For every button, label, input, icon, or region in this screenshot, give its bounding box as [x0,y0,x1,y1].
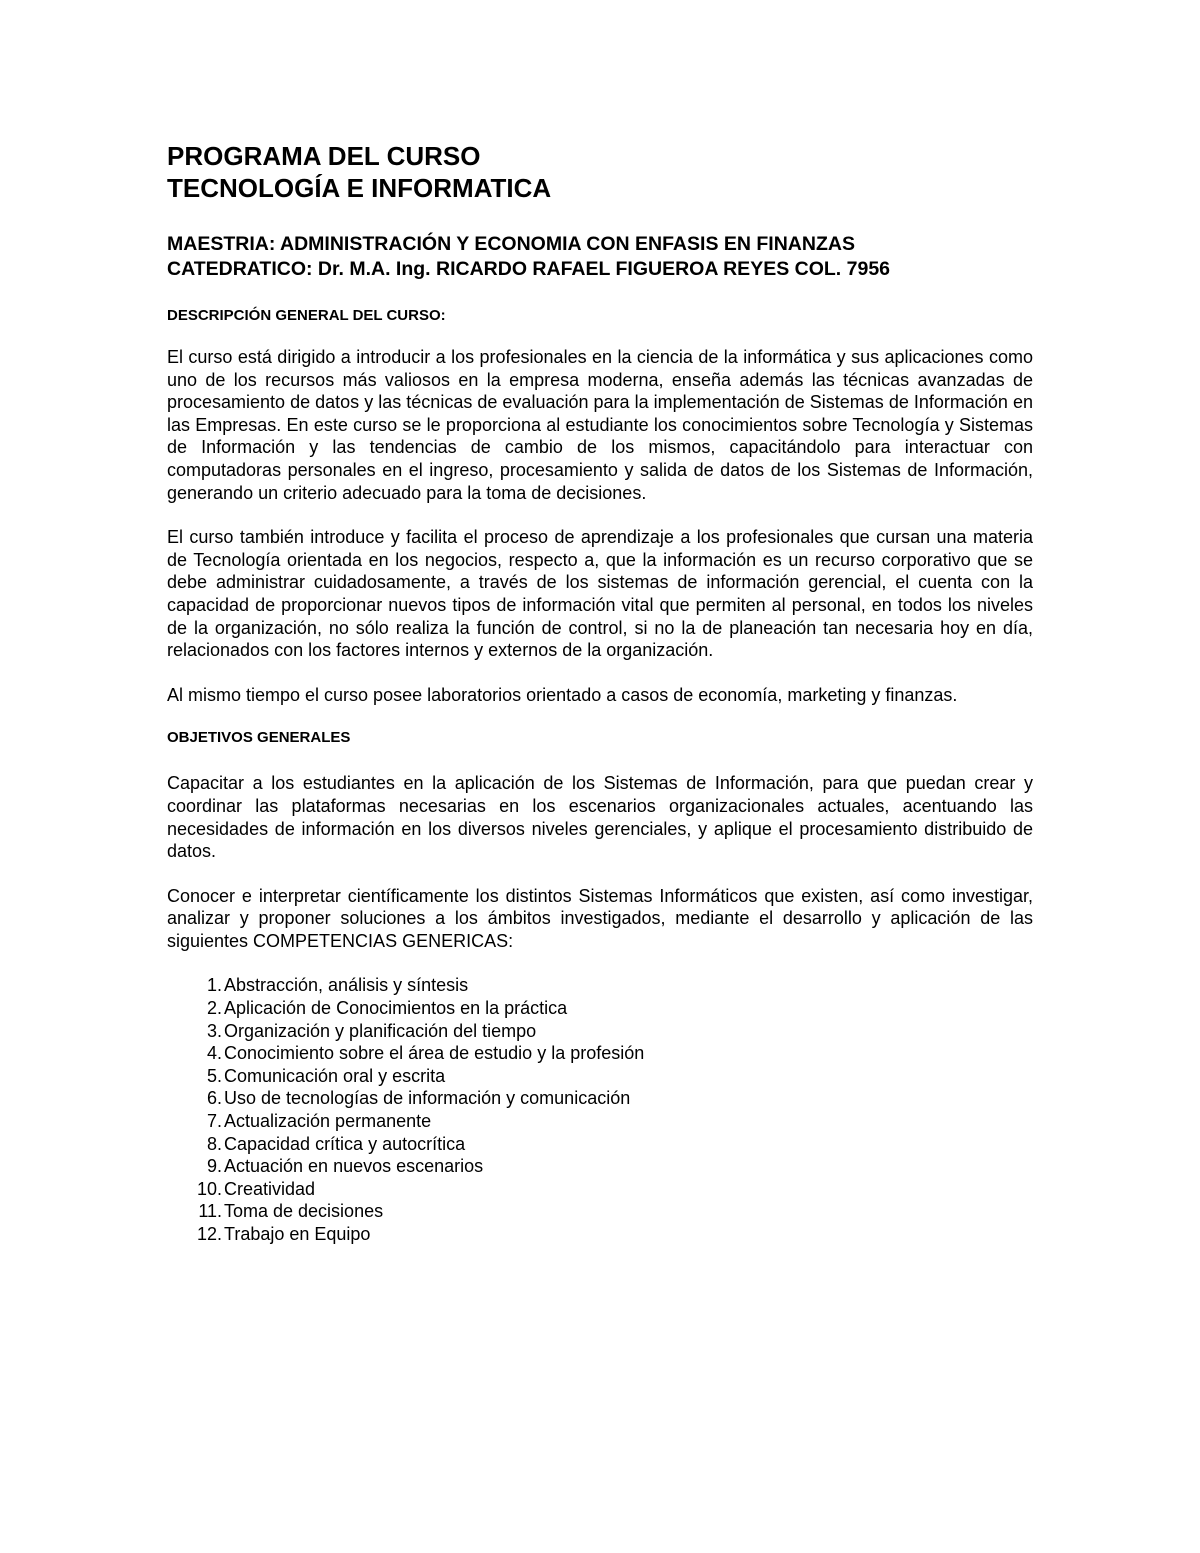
list-item [167,997,1033,1020]
descripcion-paragraph-3: Al mismo tiempo el curso posee laboratorios orientado a casos de economía, marketing y finanzas. [167,684,958,705]
list-item [167,1133,1033,1156]
list-text: Aplicación de Conocimientos en la práctica [224,998,568,1019]
list-text: Uso de tecnologías de información y comunicación [224,1088,631,1109]
list-number: 5. [206,1065,222,1086]
list-number: 11. [198,1201,222,1222]
descripcion-heading: DESCRIPCIÓN GENERAL DEL CURSO: [167,307,446,324]
list-number: 10. [196,1178,222,1199]
list-item [167,1223,1033,1246]
list-text: Toma de decisiones [224,1201,384,1222]
catedratico-heading: CATEDRATICO: Dr. M.A. Ing. RICARDO RAFAEL FIGUEROA REYES COL. 7956 [167,258,891,280]
title-line-1: PROGRAMA DEL CURSO [167,141,481,171]
objetivos-paragraph-2: Conocer e interpretar científicamente los distintos Sistemas Informáticos que existen, así como investigar, analizar y proponer soluciones a los ámbitos investigados, mediante el desarrollo y aplicación de las siguientes COMPETENCIAS GENERICAS: [167,885,1033,951]
title-line-2: TECNOLOGÍA E INFORMATICA [167,173,552,203]
list-number: 2. [206,998,222,1019]
objetivos-paragraph-1: Capacitar a los estudiantes en la aplicación de los Sistemas de Información, para que puedan crear y coordinar las plataformas necesarias en los escenarios organizacionales actuales, acentuando las necesidades de información en los diversos niveles gerenciales, y aplique el procesamiento distribuido de datos. [167,773,1033,862]
list-text: Comunicación oral y escrita [224,1065,446,1086]
list-number: 12. [196,1224,222,1244]
list-text: Conocimiento sobre el área de estudio y la profesión [224,1043,645,1064]
list-text: Creatividad [224,1178,316,1199]
list-item [167,974,1033,997]
list-text: Capacidad crítica y autocrítica [224,1133,466,1154]
list-item [167,1020,1033,1043]
list-text: Actuación en nuevos escenarios [224,1156,484,1177]
list-item [167,1155,1033,1178]
list-item [167,1087,1033,1110]
document-body [167,140,1033,1246]
list-item [167,1110,1033,1133]
competencias-list [167,974,1033,1245]
list-number: 9. [206,1156,222,1177]
maestria-heading: MAESTRIA: ADMINISTRACIÓN Y ECONOMIA CON ENFASIS EN FINANZAS [167,233,855,255]
list-item [167,1065,1033,1088]
list-item [167,1178,1033,1201]
list-number: 7. [206,1111,222,1132]
list-text: Abstracción, análisis y síntesis [224,975,469,996]
list-text: Trabajo en Equipo [224,1224,371,1244]
list-item [167,1042,1033,1065]
descripcion-paragraph-2: El curso también introduce y facilita el proceso de aprendizaje a los profesionales que cursan una materia de Tecnología orientada en los negocios, respecto a, que la información es un recurso corporativo que se debe administrar cuidadosamente, a través de los sistemas de información gerencial, el cuenta con la capacidad de proporcionar nuevos tipos de información vital que permiten al personal, en todos los niveles de la organización, no sólo realiza la función de control, si no la de planeación tan necesaria hoy en día, relacionados con los factores internos y externos de la organización. [167,527,1033,661]
descripcion-paragraph-1: El curso está dirigido a introducir a los profesionales en la ciencia de la informática y sus aplicaciones como uno de los recursos más valiosos en la empresa moderna, enseña además las técnicas avanzadas de procesamiento de datos y las técnicas de evaluación para la implementación de Sistemas de Información en las Empresas. En este curso se le proporciona al estudiante los conocimientos sobre Tecnología y Sistemas de Información y las tendencias de cambio de los mismos, capacitándolo para interactuar con computadoras personales en el ingreso, procesamiento y salida de datos de los Sistemas de Información, generando un criterio adecuado para la toma de decisiones. [167,347,1033,503]
list-text: Organización y planificación del tiempo [224,1020,537,1041]
list-number: 4. [206,1043,222,1064]
list-number: 1. [206,975,222,996]
list-number: 6. [206,1088,222,1109]
list-item [167,1200,1033,1223]
list-number: 3. [206,1020,222,1041]
list-text: Actualización permanente [224,1111,432,1132]
objetivos-heading: OBJETIVOS GENERALES [167,729,351,747]
list-number: 8. [206,1133,222,1154]
